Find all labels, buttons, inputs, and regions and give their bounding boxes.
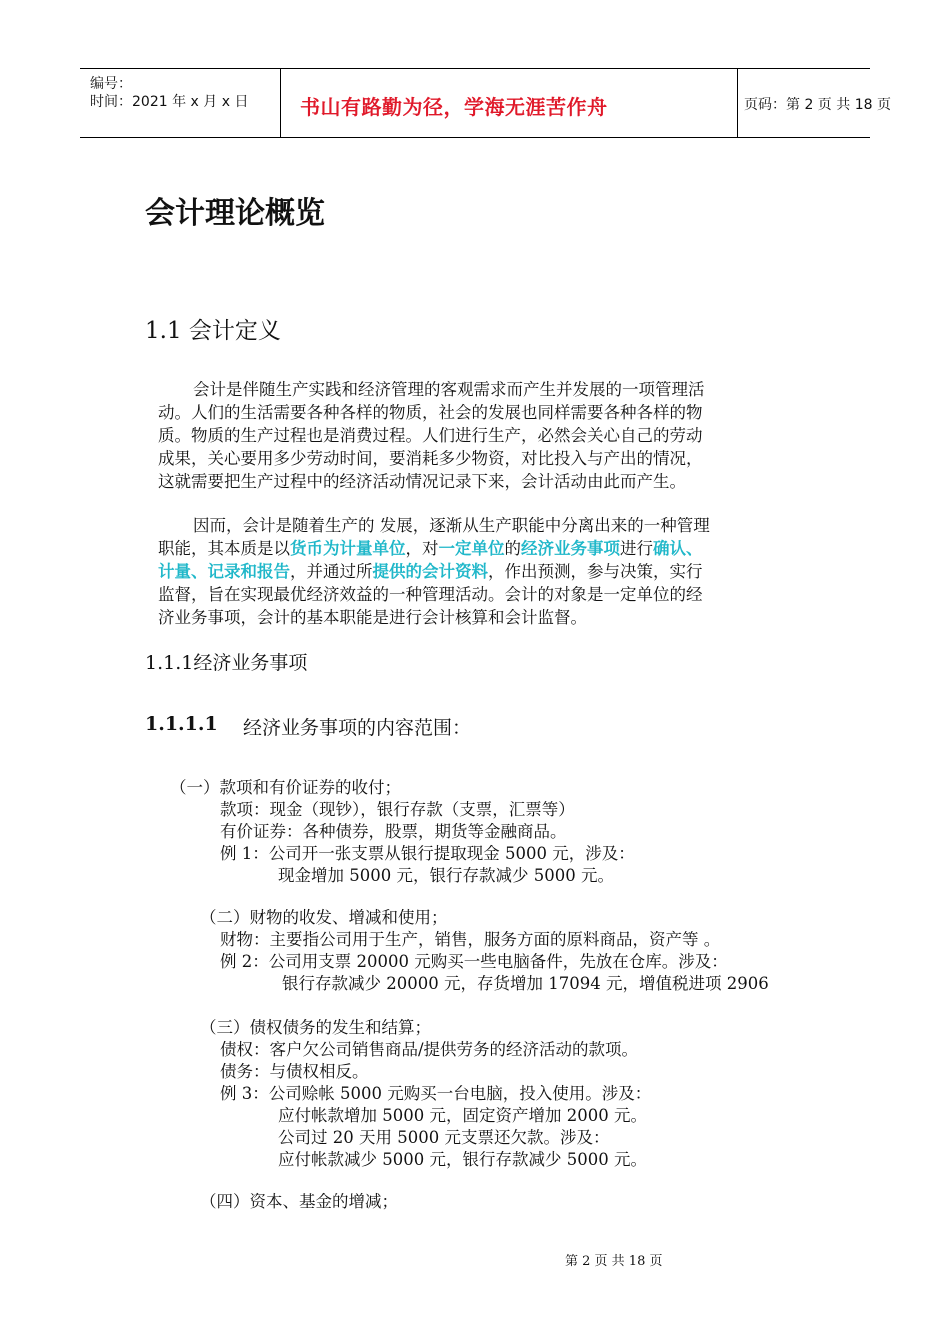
number-label: 编号： — [90, 76, 132, 92]
para2-text: 进行 — [620, 539, 653, 558]
para1-line: 质。物质的生产过程也是消费过程。人们进行生产，必然会关心自己的劳动 — [158, 426, 703, 445]
list-item: 应付帐款增加 5000 元，固定资产增加 2000 元。 — [278, 1106, 647, 1125]
page-label: 页码：第 2 页 共 18 页 — [744, 97, 891, 113]
page-title: 会计理论概览 — [145, 196, 325, 231]
motto-text: 书山有路勤为径，学海无涯苦作舟 — [300, 95, 608, 119]
list-item: （四）资本、基金的增减； — [200, 1192, 398, 1211]
para2-text: ，对 — [405, 539, 439, 558]
highlight-accounting-info: 提供的会计资料 — [372, 562, 488, 581]
highlight-entity: 一定单位 — [438, 539, 505, 558]
list-item: （一）款项和有价证券的收付； — [170, 778, 401, 797]
para2-line: 监督，旨在实现最优经济效益的一种管理活动。会计的对象是一定单位的经 — [158, 585, 703, 604]
list-item: 例 2：公司用支票 20000 元购买一些电脑备件，先放在仓库。涉及： — [220, 952, 728, 971]
para2-line: 因而，会计是随着生产的 发展，逐渐从生产职能中分离出来的一种管理 — [193, 516, 710, 535]
list-item: （三）债权债务的发生和结算； — [200, 1018, 431, 1037]
page-footer: 第 2 页 共 18 页 — [565, 1254, 663, 1269]
list-item: 应付帐款减少 5000 元，银行存款减少 5000 元。 — [278, 1150, 647, 1169]
list-item: 款项：现金（现钞），银行存款（支票，汇票等） — [220, 800, 575, 819]
section-number-1-1-1-1: 1.1.1.1 — [145, 713, 218, 735]
para2-text: ，作出预测，参与决策，实行 — [488, 562, 703, 581]
para1-line: 会计是伴随生产实践和经济管理的客观需求而产生并发展的一项管理活 — [193, 380, 705, 399]
page-header — [80, 68, 891, 138]
section-heading-1-1-1: 1.1.1经济业务事项 — [145, 652, 308, 674]
para2-line — [158, 560, 703, 583]
para2-text: 职能，其本质是以 — [158, 539, 290, 558]
list-item: 例 3：公司赊帐 5000 元购买一台电脑，投入使用。涉及： — [220, 1084, 652, 1103]
list-item: 债权：客户欠公司销售商品/提供劳务的经济活动的款项。 — [220, 1040, 639, 1059]
list-item: （二）财物的收发、增减和使用； — [200, 908, 448, 927]
highlight-currency-unit: 货币为计量单位 — [290, 539, 406, 558]
header-left-cell — [80, 69, 280, 137]
list-item: 财物：主要指公司用于生产，销售，服务方面的原料商品，资产等 。 — [220, 930, 721, 949]
list-item: 有价证券：各种债券，股票，期货等金融商品。 — [220, 822, 567, 841]
header-motto-cell — [280, 69, 738, 137]
list-item: 现金增加 5000 元，银行存款减少 5000 元。 — [278, 866, 614, 885]
para1-line: 这就需要把生产过程中的经济活动情况记录下来，会计活动由此而产生。 — [158, 472, 686, 491]
list-item: 例 1：公司开一张支票从银行提取现金 5000 元，涉及： — [220, 844, 635, 863]
header-right-cell — [737, 69, 891, 137]
date-label: 时间：2021 年 x 月 x 日 — [90, 94, 249, 110]
para2-line: 济业务事项，会计的基本职能是进行会计核算和会计监督。 — [158, 608, 587, 627]
para1-line: 动。人们的生活需要各种各样的物质，社会的发展也同样需要各种各样的物 — [158, 403, 703, 422]
list-item: 公司过 20 天用 5000 元支票还欠款。涉及： — [278, 1128, 610, 1147]
list-item: 债务：与债权相反。 — [220, 1062, 369, 1081]
section-heading-1-1-1-1: 经济业务事项的内容范围： — [243, 717, 472, 739]
highlight-confirm: 确认、 — [653, 539, 703, 558]
section-heading-1-1: 1.1 会计定义 — [145, 318, 281, 344]
highlight-economic-matters: 经济业务事项 — [521, 539, 620, 558]
para2-text: 的 — [504, 539, 521, 558]
para2-text: ，并通过所 — [290, 562, 373, 581]
list-item: 银行存款减少 20000 元，存货增加 17094 元，增值税进项 2906 — [282, 974, 769, 993]
para1-line: 成果，关心要用多少劳动时间，要消耗多少物资，对比投入与产出的情况， — [158, 449, 703, 468]
highlight-measure-record-report: 计量、记录和报告 — [158, 562, 290, 581]
para2-line — [158, 537, 703, 560]
